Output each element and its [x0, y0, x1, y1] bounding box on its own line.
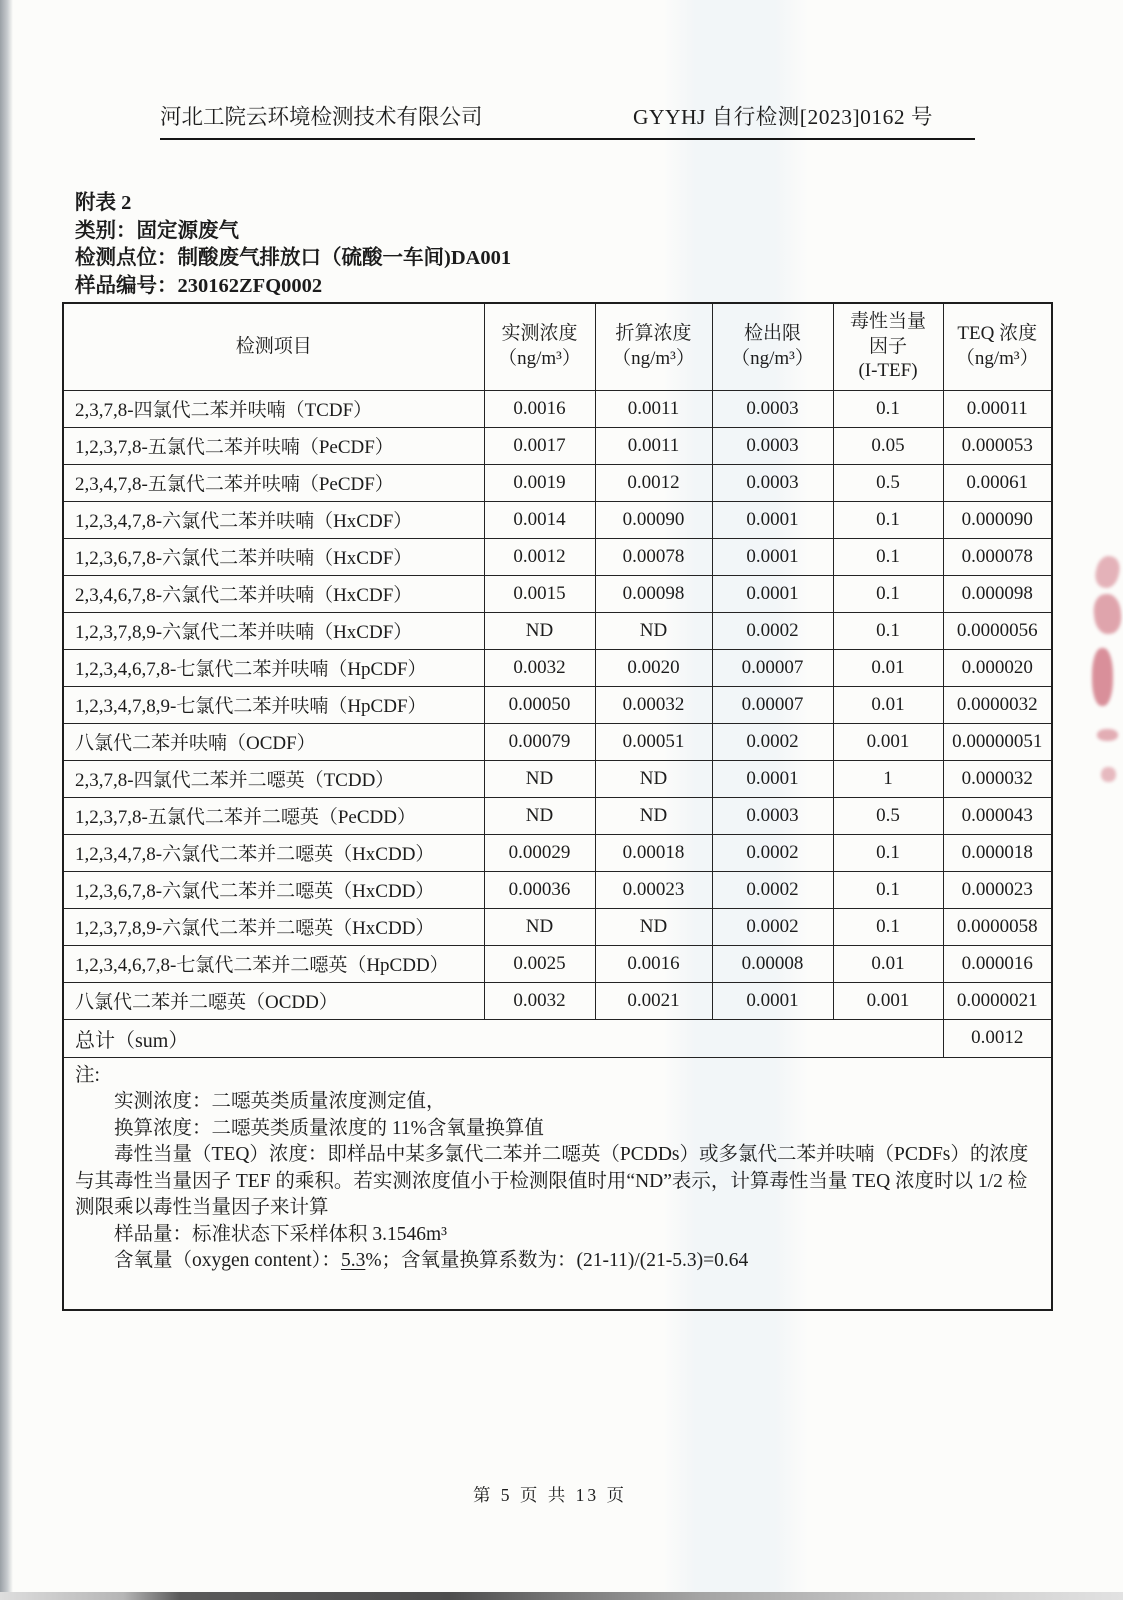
cell-limit: 0.0003: [712, 464, 833, 501]
sum-row: [63, 1019, 1052, 1057]
cell-limit: 0.0002: [712, 723, 833, 760]
table-row: [63, 649, 1052, 686]
cell-teq: 0.000032: [943, 760, 1052, 797]
cell-item: 2,3,7,8-四氯代二苯并呋喃（TCDF）: [63, 390, 484, 427]
cell-converted: ND: [595, 760, 712, 797]
note-line-3: 毒性当量（TEQ）浓度：即样品中某多氯代二苯并二噁英（PCDDs）或多氯代二苯并呋喃（PCDFs）的浓度与其毒性当量因子 TEF 的乘积。若实测浓度值小于检测限值时用“ND”表示，计算毒性当量 TEQ 浓度时以 1/2 检测限乘以毒性当量因子来计算: [75, 1144, 1029, 1218]
red-stamp-mark: [1101, 767, 1116, 782]
cell-limit: 0.0001: [712, 538, 833, 575]
cell-item: 1,2,3,7,8,9-六氯代二苯并呋喃（HxCDF）: [63, 612, 484, 649]
cell-converted: 0.0011: [595, 427, 712, 464]
column-header-item: 检测项目: [63, 303, 484, 390]
cell-tef: 0.001: [833, 723, 943, 760]
cell-converted: ND: [595, 612, 712, 649]
cell-item: 1,2,3,4,6,7,8-七氯代二苯并呋喃（HpCDF）: [63, 649, 484, 686]
cell-teq: 0.000043: [943, 797, 1052, 834]
cell-teq: 0.000098: [943, 575, 1052, 612]
cell-measured: 0.00029: [484, 834, 595, 871]
cell-limit: 0.0003: [712, 390, 833, 427]
cell-measured: 0.0012: [484, 538, 595, 575]
table-row: [63, 871, 1052, 908]
cell-converted: 0.00023: [595, 871, 712, 908]
cell-measured: 0.0015: [484, 575, 595, 612]
title-block: [75, 190, 1051, 300]
cell-limit: 0.00007: [712, 686, 833, 723]
cell-converted: 0.0021: [595, 982, 712, 1019]
table-row: [63, 797, 1052, 834]
column-header-converted: 折算浓度 （ng/m³）: [595, 303, 712, 390]
cell-converted: ND: [595, 797, 712, 834]
cell-measured: ND: [484, 908, 595, 945]
cell-limit: 0.0001: [712, 575, 833, 612]
column-header-teq: TEQ 浓度 （ng/m³）: [943, 303, 1052, 390]
cell-measured: 0.00050: [484, 686, 595, 723]
cell-limit: 0.00008: [712, 945, 833, 982]
cell-converted: 0.00078: [595, 538, 712, 575]
cell-teq: 0.0000058: [943, 908, 1052, 945]
note-line-2: 换算浓度：二噁英类质量浓度的 11%含氧量换算值: [114, 1117, 544, 1139]
column-header-limit: 检出限 （ng/m³）: [712, 303, 833, 390]
cell-limit: 0.0001: [712, 760, 833, 797]
note-line-4: 样品量：标准状态下采样体积 3.1546m³: [114, 1223, 448, 1245]
cell-measured: 0.0032: [484, 649, 595, 686]
red-stamp-mark: [1092, 593, 1123, 636]
results-table: [62, 302, 1053, 1311]
cell-tef: 0.1: [833, 538, 943, 575]
cell-teq: 0.000090: [943, 501, 1052, 538]
cell-converted: ND: [595, 908, 712, 945]
page-content: [62, 0, 1051, 1311]
cell-teq: 0.000016: [943, 945, 1052, 982]
cell-item: 1,2,3,4,7,8-六氯代二苯并呋喃（HxCDF）: [63, 501, 484, 538]
cell-teq: 0.000018: [943, 834, 1052, 871]
table-row: [63, 575, 1052, 612]
cell-measured: 0.0025: [484, 945, 595, 982]
cell-teq: 0.000078: [943, 538, 1052, 575]
cell-item: 八氯代二苯并呋喃（OCDF）: [63, 723, 484, 760]
table-row: [63, 464, 1052, 501]
cell-converted: 0.0016: [595, 945, 712, 982]
sampling-point-line: 检测点位：制酸废气排放口（硫酸一车间)DA001: [75, 247, 512, 269]
table-row: [63, 686, 1052, 723]
red-stamp-mark: [1097, 729, 1118, 741]
table-row: [63, 723, 1052, 760]
cell-teq: 0.0000021: [943, 982, 1052, 1019]
note-line-oxygen: [75, 1248, 1039, 1275]
cell-tef: 0.1: [833, 575, 943, 612]
oxygen-content-text: 5.3: [340, 1250, 366, 1271]
cell-item: 1,2,3,6,7,8-六氯代二苯并呋喃（HxCDF）: [63, 538, 484, 575]
cell-tef: 0.1: [833, 612, 943, 649]
cell-measured: 0.0019: [484, 464, 595, 501]
red-stamp-mark: [1092, 554, 1122, 591]
cell-item: 2,3,4,6,7,8-六氯代二苯并呋喃（HxCDF）: [63, 575, 484, 612]
table-row: [63, 501, 1052, 538]
table-row: [63, 612, 1052, 649]
table-row: [63, 538, 1052, 575]
cell-limit: 0.00007: [712, 649, 833, 686]
table-row: [63, 908, 1052, 945]
cell-measured: ND: [484, 797, 595, 834]
cell-converted: 0.0011: [595, 390, 712, 427]
cell-tef: 0.001: [833, 982, 943, 1019]
cell-tef: 0.1: [833, 501, 943, 538]
table-header-row: [63, 303, 1052, 390]
cell-limit: 0.0002: [712, 834, 833, 871]
category-line: 类别：固定源废气: [75, 219, 239, 242]
cell-measured: ND: [484, 760, 595, 797]
cell-tef: 0.05: [833, 427, 943, 464]
cell-tef: 0.1: [833, 390, 943, 427]
report-header: [160, 100, 975, 140]
cell-tef: 0.01: [833, 686, 943, 723]
sum-label: 总计（sum）: [63, 1019, 943, 1057]
cell-item: 1,2,3,7,8-五氯代二苯并二噁英（PeCDD）: [63, 797, 484, 834]
cell-teq: 0.0000032: [943, 686, 1052, 723]
cell-converted: 0.00051: [595, 723, 712, 760]
scan-edge-shadow-bottom: [0, 1592, 1123, 1600]
cell-limit: 0.0002: [712, 612, 833, 649]
cell-measured: 0.0032: [484, 982, 595, 1019]
table-row: [63, 390, 1052, 427]
cell-teq: 0.000023: [943, 871, 1052, 908]
attachment-table-label: 附表 2: [75, 192, 132, 214]
cell-tef: 0.5: [833, 464, 943, 501]
cell-item: 1,2,3,7,8-五氯代二苯并呋喃（PeCDF）: [63, 427, 484, 464]
cell-limit: 0.0002: [712, 908, 833, 945]
table-row: [63, 945, 1052, 982]
notes-label: 注:: [75, 1064, 100, 1086]
cell-measured: ND: [484, 612, 595, 649]
cell-teq: 0.00000051: [943, 723, 1052, 760]
cell-item: 1,2,3,7,8,9-六氯代二苯并二噁英（HxCDD）: [63, 908, 484, 945]
cell-teq: 0.00061: [943, 464, 1052, 501]
document-number: GYYHJ 自行检测[2023]0162 号: [632, 105, 933, 129]
cell-tef: 0.01: [833, 945, 943, 982]
page-number: 第 5 页 共 13 页: [472, 1485, 628, 1505]
cell-tef: 0.5: [833, 797, 943, 834]
cell-converted: 0.0012: [595, 464, 712, 501]
cell-limit: 0.0001: [712, 982, 833, 1019]
cell-converted: 0.00090: [595, 501, 712, 538]
cell-tef: 0.1: [833, 834, 943, 871]
cell-item: 1,2,3,6,7,8-六氯代二苯并二噁英（HxCDD）: [63, 871, 484, 908]
cell-converted: 0.00018: [595, 834, 712, 871]
cell-item: 八氯代二苯并二噁英（OCDD）: [63, 982, 484, 1019]
cell-teq: 0.000020: [943, 649, 1052, 686]
sample-number-line: 样品编号：230162ZFQ0002: [75, 274, 323, 297]
oxygen-content-text: 含氧量（oxygen content）：: [114, 1250, 341, 1271]
cell-measured: 0.00036: [484, 871, 595, 908]
cell-tef: 0.1: [833, 908, 943, 945]
column-header-measured: 实测浓度 （ng/m³）: [484, 303, 595, 390]
cell-item: 2,3,4,7,8-五氯代二苯并呋喃（PeCDF）: [63, 464, 484, 501]
company-name: 河北工院云环境检测技术有限公司: [160, 105, 483, 129]
cell-item: 2,3,7,8-四氯代二苯并二噁英（TCDD）: [63, 760, 484, 797]
cell-converted: 0.00098: [595, 575, 712, 612]
table-row: [63, 427, 1052, 464]
cell-item: 1,2,3,4,6,7,8-七氯代二苯并二噁英（HpCDD）: [63, 945, 484, 982]
table-row: [63, 760, 1052, 797]
cell-measured: 0.0017: [484, 427, 595, 464]
cell-limit: 0.0001: [712, 501, 833, 538]
notes-row: [63, 1057, 1052, 1310]
cell-converted: 0.00032: [595, 686, 712, 723]
column-header-tef: 毒性当量 因子 (I-TEF): [833, 303, 943, 390]
table-row: [63, 834, 1052, 871]
note-line-1: 实测浓度：二噁英类质量浓度测定值，: [114, 1091, 446, 1112]
red-stamp-mark: [1092, 648, 1113, 706]
cell-measured: 0.0014: [484, 501, 595, 538]
cell-measured: 0.0016: [484, 390, 595, 427]
cell-teq: 0.000053: [943, 427, 1052, 464]
cell-tef: 1: [833, 760, 943, 797]
cell-tef: 0.1: [833, 871, 943, 908]
cell-tef: 0.01: [833, 649, 943, 686]
cell-item: 1,2,3,4,7,8,9-七氯代二苯并呋喃（HpCDF）: [63, 686, 484, 723]
sum-teq-value: 0.0012: [943, 1019, 1052, 1057]
cell-teq: 0.00011: [943, 390, 1052, 427]
cell-limit: 0.0002: [712, 871, 833, 908]
notes-section: [63, 1057, 1052, 1310]
cell-limit: 0.0003: [712, 797, 833, 834]
cell-converted: 0.0020: [595, 649, 712, 686]
cell-item: 1,2,3,4,7,8-六氯代二苯并二噁英（HxCDD）: [63, 834, 484, 871]
scan-edge-shadow: [0, 0, 13, 1600]
cell-measured: 0.00079: [484, 723, 595, 760]
table-row: [63, 982, 1052, 1019]
oxygen-content-text: %；含氧量换算系数为：(21-11)/(21-5.3)=0.64: [365, 1250, 749, 1271]
cell-limit: 0.0003: [712, 427, 833, 464]
cell-teq: 0.0000056: [943, 612, 1052, 649]
